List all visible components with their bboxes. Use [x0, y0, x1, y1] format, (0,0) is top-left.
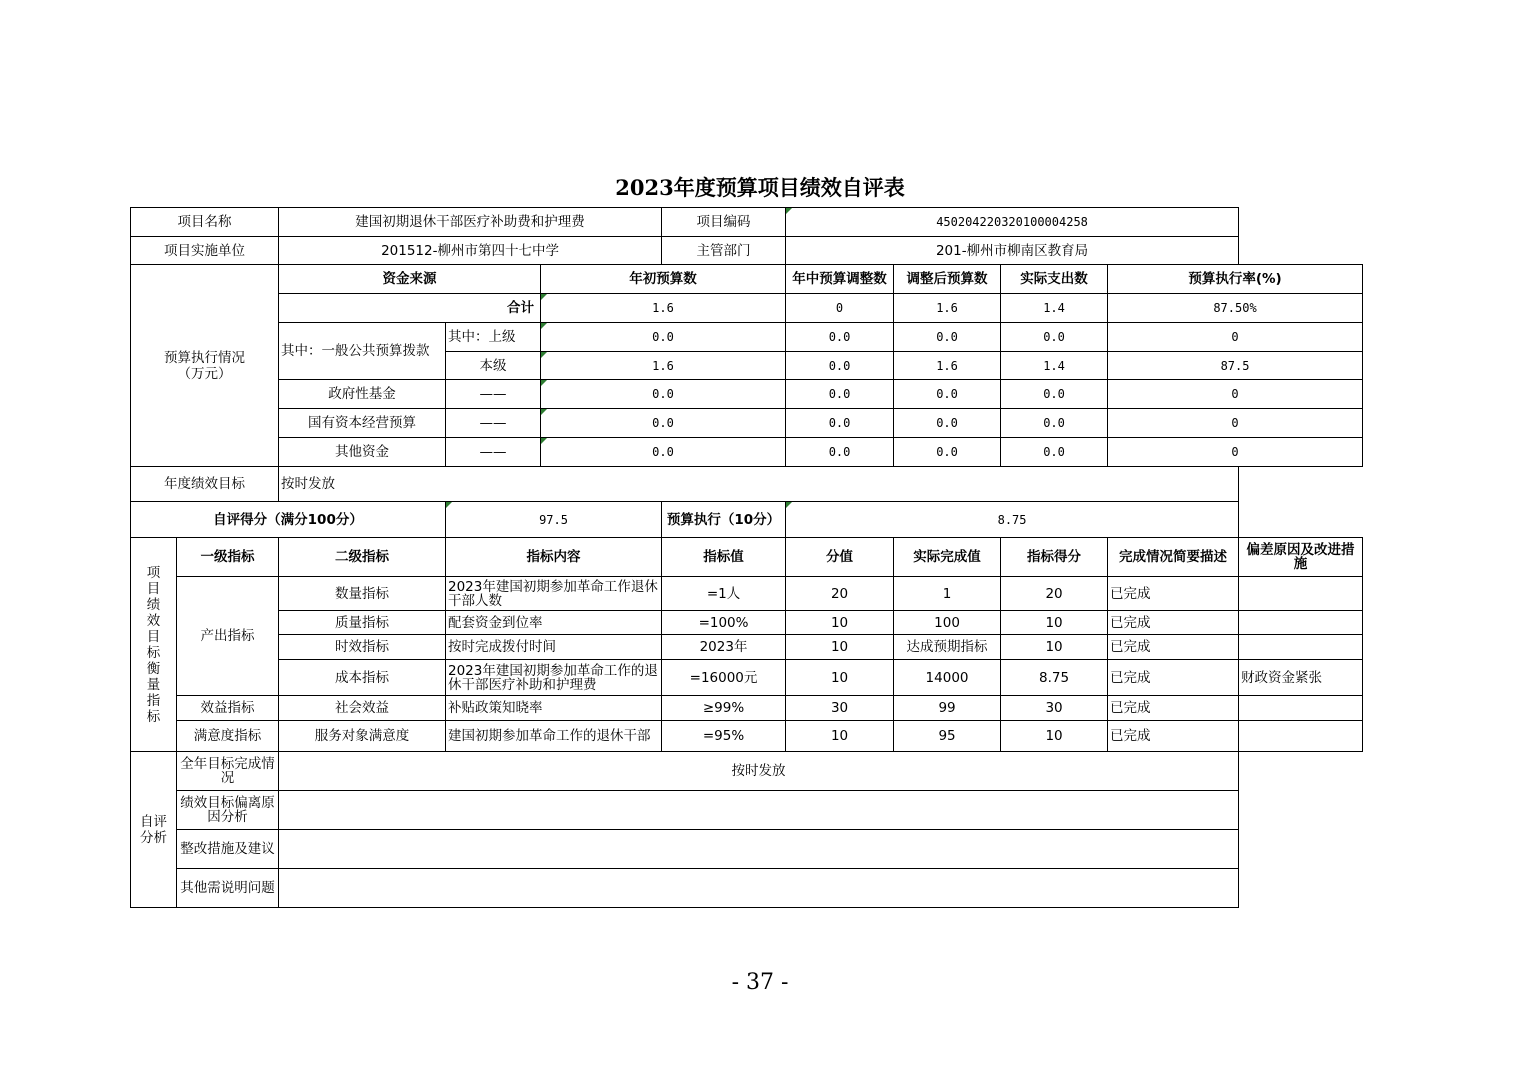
ind-target: =95% — [662, 721, 786, 752]
ind-target: =1人 — [662, 577, 786, 611]
ind-actual: 1 — [894, 577, 1001, 611]
state-label: 国有资本经营预算 — [279, 409, 446, 438]
ind-points: 30 — [786, 696, 894, 721]
ind-content: 2023年建国初期参加革命工作退休干部人数 — [446, 577, 662, 611]
ind-level2: 社会效益 — [279, 696, 446, 721]
project-name: 建国初期退休干部医疗补助费和护理费 — [279, 208, 662, 237]
budget-other-row — [131, 438, 1363, 467]
total-midyear: 0 — [786, 294, 894, 323]
analysis-label: 其他需说明问题 — [177, 869, 279, 908]
ind-header-reason: 偏差原因及改进措施 — [1239, 538, 1363, 577]
budget-total-row — [131, 294, 1363, 323]
budget-section-label: 预算执行情况 （万元） — [131, 265, 279, 467]
ind-header-target: 指标值 — [662, 538, 786, 577]
state-adjusted: 0.0 — [894, 409, 1001, 438]
header-row-name — [131, 208, 1363, 237]
ind-target: ≥99% — [662, 696, 786, 721]
ind-score: 10 — [1001, 611, 1108, 635]
analysis-row — [131, 752, 1363, 791]
total-initial: 1.6 — [541, 294, 786, 323]
ind-reason — [1239, 635, 1363, 660]
other-label: 其他资金 — [279, 438, 446, 467]
analysis-value — [279, 830, 1239, 869]
other-actual: 0.0 — [1001, 438, 1108, 467]
budget-govfund-row — [131, 380, 1363, 409]
ind-status: 已完成 — [1108, 721, 1239, 752]
local-initial: 1.6 — [541, 352, 786, 380]
ind-points: 10 — [786, 721, 894, 752]
ind-header-score: 指标得分 — [1001, 538, 1108, 577]
unit-value: 201512-柳州市第四十七中学 — [279, 237, 662, 265]
ind-reason: 财政资金紧张 — [1239, 660, 1363, 696]
total-actual: 1.4 — [1001, 294, 1108, 323]
govfund-rate: 0 — [1108, 380, 1363, 409]
general-budget-label: 其中：一般公共预算拨款 — [279, 323, 446, 380]
ind-reason — [1239, 721, 1363, 752]
govfund-midyear: 0.0 — [786, 380, 894, 409]
satisfaction-indicator-label: 满意度指标 — [177, 721, 279, 752]
analysis-value — [279, 791, 1239, 830]
analysis-section-label: 自评分析 — [131, 752, 177, 908]
ind-header-points: 分值 — [786, 538, 894, 577]
ind-actual: 14000 — [894, 660, 1001, 696]
state-dash: —— — [446, 409, 541, 438]
ind-score: 10 — [1001, 635, 1108, 660]
self-score-value: 97.5 — [446, 502, 662, 538]
ind-content: 建国初期参加革命工作的退休干部 — [446, 721, 662, 752]
govfund-dash: —— — [446, 380, 541, 409]
ind-score: 30 — [1001, 696, 1108, 721]
local-midyear: 0.0 — [786, 352, 894, 380]
project-code: 450204220320100004258 — [786, 208, 1239, 237]
ind-actual: 99 — [894, 696, 1001, 721]
state-midyear: 0.0 — [786, 409, 894, 438]
govfund-label: 政府性基金 — [279, 380, 446, 409]
state-initial: 0.0 — [541, 409, 786, 438]
indicator-row — [131, 635, 1363, 660]
analysis-label: 全年目标完成情况 — [177, 752, 279, 791]
budget-header-row — [131, 265, 1363, 294]
budget-header-actual: 实际支出数 — [1001, 265, 1108, 294]
ind-status: 已完成 — [1108, 577, 1239, 611]
ind-target: 2023年 — [662, 635, 786, 660]
indicator-row — [131, 660, 1363, 696]
budget-exec-label: 预算执行（10分） — [662, 502, 786, 538]
ind-status: 已完成 — [1108, 660, 1239, 696]
ind-reason — [1239, 577, 1363, 611]
ind-actual: 达成预期指标 — [894, 635, 1001, 660]
annual-goal-row — [131, 467, 1363, 502]
indicator-row — [131, 577, 1363, 611]
other-initial: 0.0 — [541, 438, 786, 467]
local-actual: 1.4 — [1001, 352, 1108, 380]
ind-points: 10 — [786, 660, 894, 696]
analysis-row — [131, 830, 1363, 869]
page-number: - 37 - — [731, 970, 789, 995]
upper-midyear: 0.0 — [786, 323, 894, 352]
budget-upper-row — [131, 323, 1363, 352]
ind-actual: 100 — [894, 611, 1001, 635]
ind-content: 补贴政策知晓率 — [446, 696, 662, 721]
ind-status: 已完成 — [1108, 635, 1239, 660]
ind-points: 10 — [786, 611, 894, 635]
upper-initial: 0.0 — [541, 323, 786, 352]
ind-target: =100% — [662, 611, 786, 635]
ind-score: 20 — [1001, 577, 1108, 611]
document-title: 2023年度预算项目绩效自评表 — [615, 175, 905, 200]
other-dash: —— — [446, 438, 541, 467]
state-actual: 0.0 — [1001, 409, 1108, 438]
upper-rate: 0 — [1108, 323, 1363, 352]
project-name-label: 项目名称 — [131, 208, 279, 237]
local-rate: 87.5 — [1108, 352, 1363, 380]
ind-level2: 成本指标 — [279, 660, 446, 696]
ind-level2: 质量指标 — [279, 611, 446, 635]
upper-adjusted: 0.0 — [894, 323, 1001, 352]
analysis-row — [131, 869, 1363, 908]
ind-content: 按时完成拨付时间 — [446, 635, 662, 660]
govfund-actual: 0.0 — [1001, 380, 1108, 409]
analysis-label: 绩效目标偏离原因分析 — [177, 791, 279, 830]
annual-goal-label: 年度绩效目标 — [131, 467, 279, 502]
analysis-value — [279, 869, 1239, 908]
other-rate: 0 — [1108, 438, 1363, 467]
budget-header-initial: 年初预算数 — [541, 265, 786, 294]
ind-reason — [1239, 611, 1363, 635]
dept-value: 201-柳州市柳南区教育局 — [786, 237, 1239, 265]
indicator-row — [131, 696, 1363, 721]
other-adjusted: 0.0 — [894, 438, 1001, 467]
govfund-adjusted: 0.0 — [894, 380, 1001, 409]
ind-points: 10 — [786, 635, 894, 660]
budget-header-midyear: 年中预算调整数 — [786, 265, 894, 294]
ind-status: 已完成 — [1108, 611, 1239, 635]
benefit-indicator-label: 效益指标 — [177, 696, 279, 721]
ind-status: 已完成 — [1108, 696, 1239, 721]
govfund-initial: 0.0 — [541, 380, 786, 409]
local-adjusted: 1.6 — [894, 352, 1001, 380]
ind-score: 8.75 — [1001, 660, 1108, 696]
dept-label: 主管部门 — [662, 237, 786, 265]
project-code-label: 项目编码 — [662, 208, 786, 237]
analysis-row — [131, 791, 1363, 830]
ind-header-level2: 二级指标 — [279, 538, 446, 577]
ind-actual: 95 — [894, 721, 1001, 752]
ind-score: 10 — [1001, 721, 1108, 752]
analysis-value: 按时发放 — [279, 752, 1239, 791]
ind-points: 20 — [786, 577, 894, 611]
indicator-section-label: 项目绩效目标衡量指标 — [131, 538, 177, 752]
state-rate: 0 — [1108, 409, 1363, 438]
ind-header-content: 指标内容 — [446, 538, 662, 577]
self-score-row — [131, 502, 1363, 538]
local-label: 本级 — [446, 352, 541, 380]
budget-header-rate: 预算执行率(%) — [1108, 265, 1363, 294]
budget-state-row — [131, 409, 1363, 438]
other-midyear: 0.0 — [786, 438, 894, 467]
annual-goal-value: 按时发放 — [279, 467, 1239, 502]
ind-header-status: 完成情况简要描述 — [1108, 538, 1239, 577]
budget-header-source: 资金来源 — [279, 265, 541, 294]
indicator-row — [131, 721, 1363, 752]
output-indicator-label: 产出指标 — [177, 577, 279, 696]
total-adjusted: 1.6 — [894, 294, 1001, 323]
ind-level2: 时效指标 — [279, 635, 446, 660]
header-row-unit — [131, 237, 1363, 265]
ind-level2: 服务对象满意度 — [279, 721, 446, 752]
unit-label: 项目实施单位 — [131, 237, 279, 265]
performance-table — [130, 207, 1363, 908]
total-rate: 87.50% — [1108, 294, 1363, 323]
total-label: 合计 — [279, 294, 541, 323]
ind-reason — [1239, 696, 1363, 721]
indicator-row — [131, 611, 1363, 635]
ind-header-actual: 实际完成值 — [894, 538, 1001, 577]
upper-label: 其中：上级 — [446, 323, 541, 352]
budget-header-adjusted: 调整后预算数 — [894, 265, 1001, 294]
ind-header-level1: 一级指标 — [177, 538, 279, 577]
self-score-label: 自评得分（满分100分） — [131, 502, 446, 538]
ind-content: 配套资金到位率 — [446, 611, 662, 635]
ind-level2: 数量指标 — [279, 577, 446, 611]
ind-target: =16000元 — [662, 660, 786, 696]
analysis-label: 整改措施及建议 — [177, 830, 279, 869]
budget-exec-value: 8.75 — [786, 502, 1239, 538]
ind-content: 2023年建国初期参加革命工作的退休干部医疗补助和护理费 — [446, 660, 662, 696]
indicator-header-row — [131, 538, 1363, 577]
upper-actual: 0.0 — [1001, 323, 1108, 352]
